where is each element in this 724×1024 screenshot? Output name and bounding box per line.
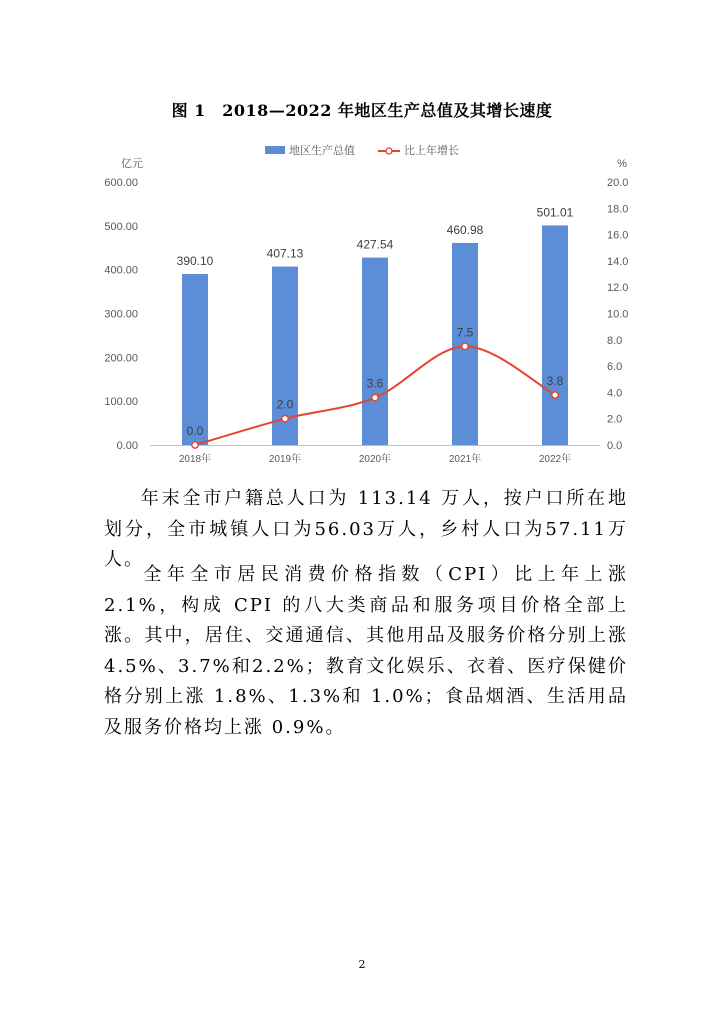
right-tick-label: 2.0	[607, 413, 623, 426]
right-tick-label: 10.0	[607, 308, 629, 321]
left-tick-label: 300.00	[104, 308, 138, 321]
left-tick-label: 600.00	[104, 177, 138, 189]
gdp-bar	[542, 225, 568, 445]
figure-title: 图 1 2018—2022 年地区生产总值及其增长速度	[171, 101, 553, 120]
category-label: 2019年	[268, 454, 302, 465]
gdp-bar	[182, 274, 208, 445]
right-tick-label: 8.0	[607, 334, 623, 347]
category-label: 2022年	[538, 454, 572, 465]
growth-label: 7.5	[456, 325, 474, 340]
right-tick-label: 14.0	[607, 255, 629, 268]
legend-gdp-swatch	[265, 146, 285, 154]
legend-gdp-label: 地区生产总值	[289, 145, 355, 157]
right-tick-label: 20.0	[607, 177, 629, 189]
growth-label: 2.0	[276, 397, 294, 412]
legend-growth-marker	[386, 148, 392, 154]
growth-label: 0.0	[186, 424, 204, 438]
gdp-bar-label: 460.98	[446, 222, 484, 237]
gdp-bar	[362, 258, 388, 445]
right-tick-label: 6.0	[607, 361, 623, 374]
right-tick-label: 0.0	[607, 440, 623, 452]
growth-point	[282, 416, 288, 422]
left-tick-label: 500.00	[104, 220, 138, 233]
category-label: 2021年	[448, 454, 482, 465]
cpi-text: 全年全市居民消费价格指数（CPI）比上年上涨 2.1%，构成 CPI 的八大类商品和服务项目价格全部上涨。其中，居住、交通通信、其他用品及服务价格分别上涨 4.5%、3.7%和2.2%；教育文化娱乐、衣着、医疗保健价格分别上涨 1.8%、1.3%和 1.0%；食品烟酒、生活用品及服务价格均上涨 0.9%。	[104, 564, 628, 738]
page-number: 2	[358, 958, 366, 971]
growth-label: 3.8	[546, 374, 564, 389]
growth-label: 3.6	[366, 376, 384, 391]
legend-growth-label: 比上年增长	[404, 145, 459, 157]
category-label: 2018年	[178, 454, 212, 465]
growth-point	[552, 392, 558, 398]
left-tick-label: 100.00	[104, 396, 138, 409]
growth-point	[192, 442, 198, 448]
right-tick-label: 12.0	[607, 282, 629, 295]
category-label: 2020年	[358, 454, 392, 465]
left-tick-label: 0.00	[116, 440, 138, 452]
right-tick-label: 16.0	[607, 229, 629, 242]
left-tick-label: 400.00	[104, 264, 138, 277]
population-text: 年末全市户籍总人口为 113.14 万人，按户口所在地划分，全市城镇人口为56.03万人，乡村人口为57.11万人。	[104, 488, 628, 570]
left-tick-label: 200.00	[104, 352, 138, 365]
left-axis-unit: 亿元	[121, 158, 143, 170]
gdp-bar-label: 501.01	[536, 205, 574, 220]
growth-point	[462, 343, 468, 349]
right-tick-label: 18.0	[607, 203, 629, 216]
right-tick-label: 4.0	[607, 387, 623, 400]
cpi-paragraph	[104, 560, 628, 743]
gdp-bar-label: 427.54	[356, 237, 394, 252]
right-axis-unit: %	[617, 158, 627, 170]
gdp-bar-label: 407.13	[266, 246, 304, 261]
growth-point	[372, 394, 378, 400]
gdp-bar-label: 390.10	[176, 254, 214, 269]
